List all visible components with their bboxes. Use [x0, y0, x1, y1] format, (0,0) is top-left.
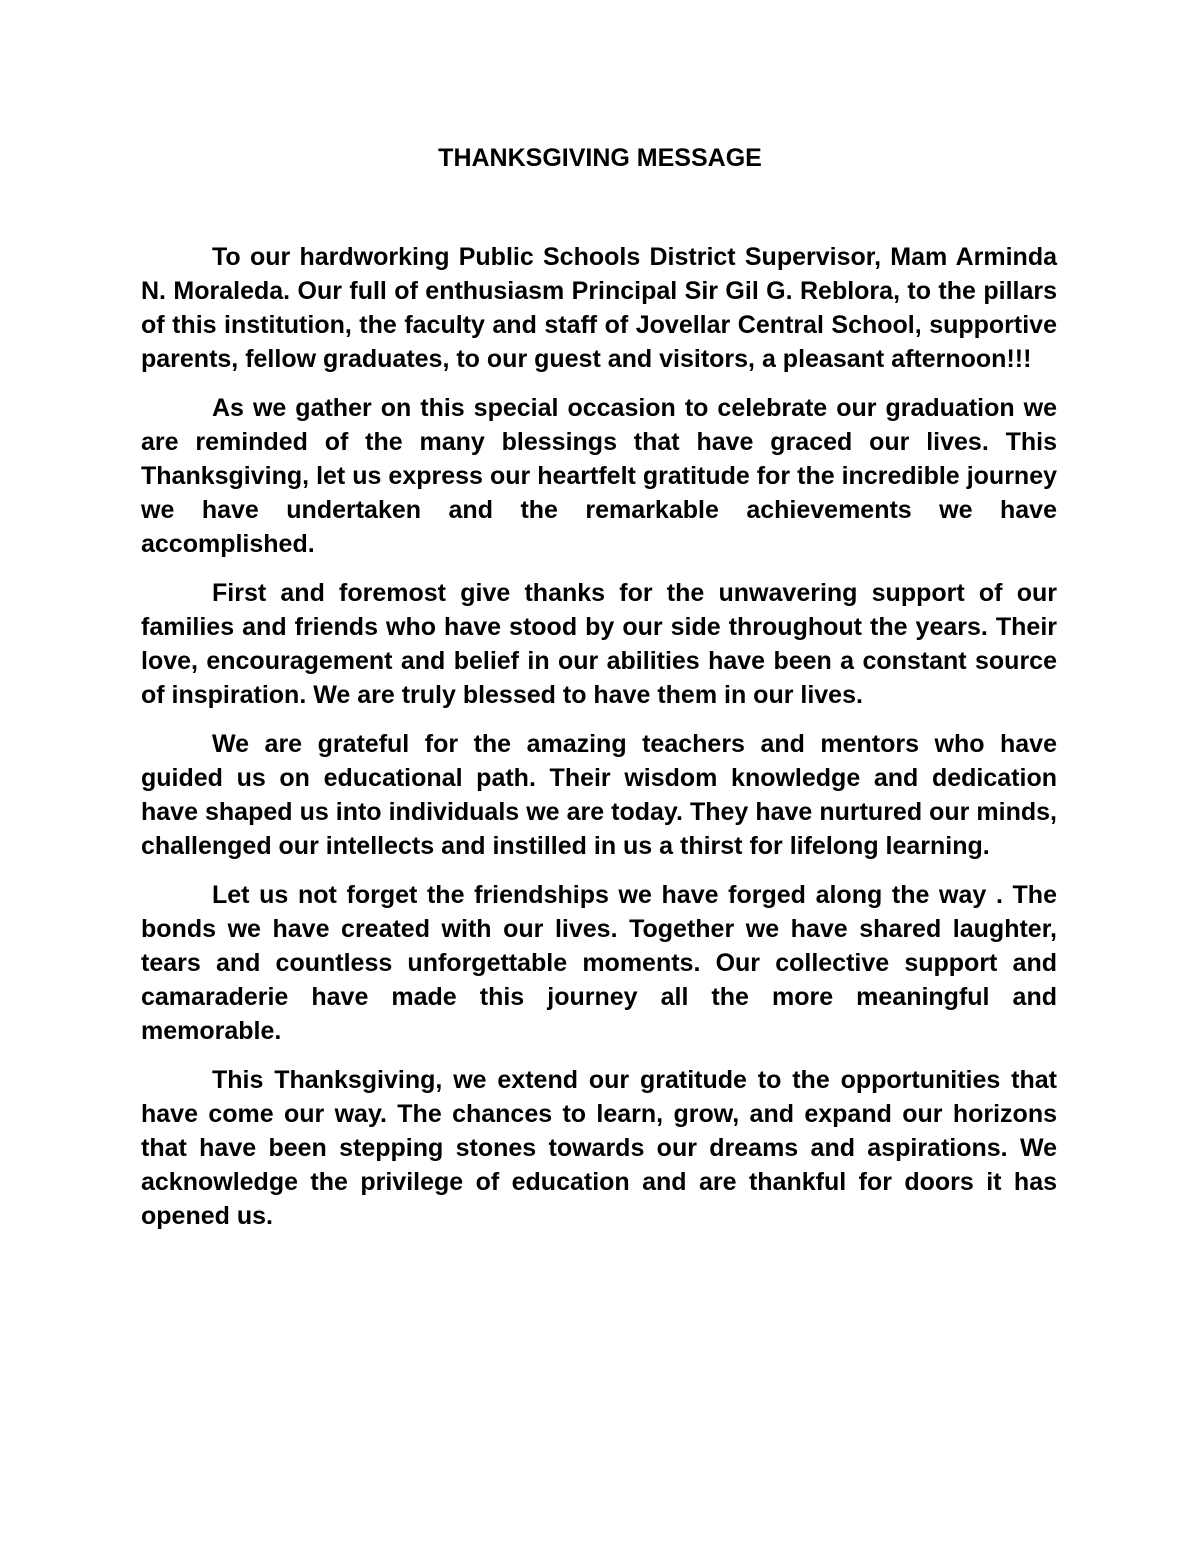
paragraph-opportunities: This Thanksgiving, we extend our gratitude to the opportunities that have come our way. The chances to learn, grow, and expand our horizons that have been stepping stones towards our dreams and aspirations. We acknowledge the privilege of education and are thankful for doors it has opened us. [141, 1066, 1057, 1230]
paragraph-families: First and foremost give thanks for the unwavering support of our families and friends who have stood by our side throughout the years. Their love, encouragement and belief in our abilities have been a constant source of inspiration. We are truly blessed to have them in our lives. [141, 579, 1057, 709]
paragraph-occasion: As we gather on this special occasion to celebrate our graduation we are reminded of the many blessings that have graced our lives. This Thanksgiving, let us express our heartfelt gratitude for the incredible journey we have undertaken and the remarkable achievements we have accomplished. [141, 394, 1057, 558]
paragraph-greeting: To our hardworking Public Schools District Supervisor, Mam Arminda N. Moraleda. Our full of enthusiasm Principal Sir Gil G. Reblora, to the pillars of this institution, the faculty and staff of Jovellar Central School, supportive parents, fellow graduates, to our guest and visitors, a pleasant afternoon!!! [141, 243, 1057, 373]
document-title: THANKSGIVING MESSAGE [438, 144, 762, 172]
document-body [141, 240, 1057, 1248]
paragraph-friendships: Let us not forget the friendships we have forged along the way . The bonds we have created with our lives. Together we have shared laughter, tears and countless unforgettable moments. Our collective support and camaraderie have made this journey all the more meaningful and memorable. [141, 881, 1057, 1045]
paragraph-teachers: We are grateful for the amazing teachers and mentors who have guided us on educational path. Their wisdom knowledge and dedication have shaped us into individuals we are today. They have nurtured our minds, challenged our intellects and instilled in us a thirst for lifelong learning. [141, 730, 1057, 860]
